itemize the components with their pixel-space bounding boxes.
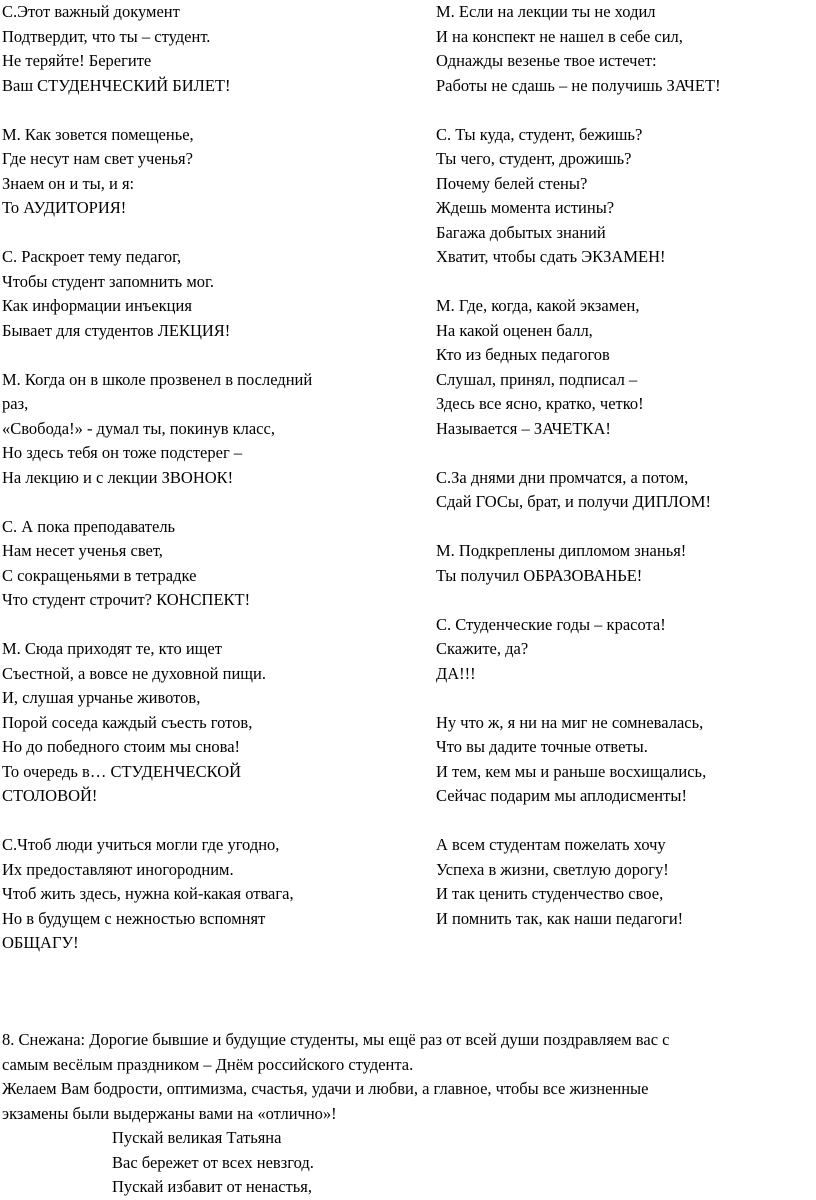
stanza xyxy=(436,123,816,270)
poem-line: Здесь все ясно, кратко, четко! xyxy=(436,394,644,413)
closing-verse-line: Пускай великая Татьяна xyxy=(112,1128,282,1147)
closing-prose-line: самым весёлым праздником – Днём российского студента. xyxy=(2,1054,414,1074)
right-poem-column xyxy=(436,0,816,931)
poem-line: И тем, кем мы и раньше восхищались, xyxy=(436,761,707,781)
poem-line: Работы не сдашь – не получишь ЗАЧЕТ! xyxy=(436,75,721,95)
poem-line: Бывает для студентов ЛЕКЦИЯ! xyxy=(2,320,231,340)
poem-line: Знаем он и ты, и я: xyxy=(2,173,135,193)
poem-line: На лекцию и с лекции ЗВОНОК! xyxy=(2,467,234,487)
poem-line: Почему белей стены? xyxy=(436,173,588,193)
poem-line: С.Чтоб люди учиться могли где угодно, xyxy=(2,835,280,854)
poem-line: То очередь в… СТУДЕНЧЕСКОЙ xyxy=(2,761,242,781)
stanza-gap xyxy=(2,613,397,638)
stanza xyxy=(2,245,397,343)
stanza xyxy=(2,368,397,491)
poem-line: М. Как зовется помещенье, xyxy=(2,124,194,144)
poem-line: Чтоб жить здесь, нужна кой-какая отвага, xyxy=(2,884,294,903)
stanza-gap xyxy=(436,270,816,295)
poem-line: С. А пока преподаватель xyxy=(2,516,176,536)
closing-prose-line: 8. Снежана: Дорогие бывшие и будущие студенты, мы ещё раз от всей души поздравляем вас с xyxy=(2,1030,670,1049)
poem-line: Как информации инъекция xyxy=(2,296,192,315)
stanza xyxy=(436,539,816,588)
poem-line: М. Сюда приходят те, кто ищет xyxy=(2,639,222,658)
poem-line: Ваш СТУДЕНЧЕСКИЙ БИЛЕТ! xyxy=(2,75,231,95)
poem-line: СТОЛОВОЙ! xyxy=(2,786,98,805)
poem-line: М. Подкреплены дипломом знанья! xyxy=(436,541,687,560)
poem-line: Сдай ГОСы, брат, и получи ДИПЛОМ! xyxy=(436,492,711,511)
stanza-gap xyxy=(2,343,397,368)
poem-line: ОБЩАГУ! xyxy=(2,933,79,952)
poem-line: И помнить так, как наши педагоги! xyxy=(436,908,684,928)
poem-line: И так ценить студенчество свое, xyxy=(436,884,664,903)
closing-verse-line: Вас бережет от всех невзгод. xyxy=(112,1152,314,1172)
poem-line: Скажите, да? xyxy=(436,639,529,658)
stanza xyxy=(436,466,816,515)
left-poem-column xyxy=(2,0,397,956)
poem-line: А всем студентам пожелать хочу xyxy=(436,835,666,854)
poem-line: Их предоставляют иногородним. xyxy=(2,859,234,879)
stanza xyxy=(436,294,816,441)
stanza xyxy=(2,123,397,221)
poem-line: И, слушая урчанье животов, xyxy=(2,688,201,707)
poem-line: С. Раскроет тему педагог, xyxy=(2,247,182,266)
poem-line: На какой оценен балл, xyxy=(436,320,593,340)
poem-line: Порой соседа каждый съесть готов, xyxy=(2,712,253,732)
poem-line: С. Ты куда, студент, бежишь? xyxy=(436,124,643,144)
poem-line: раз, xyxy=(2,394,29,413)
poem-line: Но до победного стоим мы снова! xyxy=(2,737,241,756)
stanza-gap xyxy=(436,441,816,466)
stanza-gap xyxy=(436,686,816,711)
stanza xyxy=(436,0,816,98)
poem-line: То АУДИТОРИЯ! xyxy=(2,198,127,217)
stanza xyxy=(2,833,397,956)
poem-line: Однажды везенье твое истечет: xyxy=(436,51,657,70)
poem-line: Но здесь тебя он тоже подстерег – xyxy=(2,443,243,462)
poem-line: С сокращеньями в тетрадке xyxy=(2,565,197,585)
poem-line: Что вы дадите точные ответы. xyxy=(436,737,648,756)
poem-line: Но в будущем с нежностью вспомнят xyxy=(2,908,266,928)
stanza-gap xyxy=(436,809,816,834)
stanza-gap xyxy=(436,98,816,123)
closing-prose-line: экзамены были выдержаны вами на «отлично»! xyxy=(2,1103,337,1123)
closing-section xyxy=(2,1028,802,1200)
stanza-gap xyxy=(2,221,397,246)
poem-line: Чтобы студент запомнить мог. xyxy=(2,271,215,291)
poem-line: С.За днями дни промчатся, а потом, xyxy=(436,467,689,487)
poem-line: «Свобода!» - думал ты, покинув класс, xyxy=(2,418,275,438)
poem-line: Нам несет ученья свет, xyxy=(2,541,163,560)
stanza xyxy=(2,515,397,613)
poem-line: И на конспект не нашел в себе сил, xyxy=(436,26,683,46)
closing-prose-line: Желаем Вам бодрости, оптимизма, счастья, удачи и любви, а главное, чтобы все жизненные xyxy=(2,1079,649,1098)
closing-verse-line: Пускай избавит от ненастья, xyxy=(112,1177,313,1196)
poem-line: С. Студенческие годы – красота! xyxy=(436,614,666,634)
poem-line: М. Если на лекции ты не ходил xyxy=(436,2,656,21)
stanza xyxy=(436,833,816,931)
poem-line: Хватит, чтобы сдать ЭКЗАМЕН! xyxy=(436,247,666,266)
stanza xyxy=(2,0,397,98)
poem-line: Называется – ЗАЧЕТКА! xyxy=(436,418,611,438)
stanza-gap xyxy=(436,515,816,540)
poem-line: М. Когда он в школе прозвенел в последний xyxy=(2,369,313,389)
poem-line: Кто из бедных педагогов xyxy=(436,345,610,364)
poem-line: Подтвердит, что ты – студент. xyxy=(2,26,211,46)
poem-line: Ну что ж, я ни на миг не сомневалась, xyxy=(436,712,704,732)
stanza-gap xyxy=(2,490,397,515)
poem-line: Слушал, принял, подписал – xyxy=(436,369,638,389)
stanza xyxy=(436,613,816,687)
stanza-gap xyxy=(2,809,397,834)
stanza xyxy=(436,711,816,809)
poem-line: ДА!!! xyxy=(436,663,476,683)
stanza-gap xyxy=(436,588,816,613)
poem-line: Багажа добытых знаний xyxy=(436,222,606,242)
poem-line: Сейчас подарим мы аплодисменты! xyxy=(436,786,687,805)
poem-line: М. Где, когда, какой экзамен, xyxy=(436,296,640,315)
poem-line: Ждешь момента истины? xyxy=(436,198,615,217)
poem-line: Успеха в жизни, светлую дорогу! xyxy=(436,859,669,879)
poem-line: Ты чего, студент, дрожишь? xyxy=(436,149,632,168)
stanza xyxy=(2,637,397,809)
poem-line: Не теряйте! Берегите xyxy=(2,51,152,70)
poem-line: Съестной, а вовсе не духовной пищи. xyxy=(2,663,266,683)
poem-line: С.Этот важный документ xyxy=(2,2,180,21)
poem-line: Где несут нам свет ученья? xyxy=(2,149,193,168)
poem-line: Что студент строчит? КОНСПЕКТ! xyxy=(2,590,251,609)
poem-line: Ты получил ОБРАЗОВАНЬЕ! xyxy=(436,565,643,585)
stanza-gap xyxy=(2,98,397,123)
